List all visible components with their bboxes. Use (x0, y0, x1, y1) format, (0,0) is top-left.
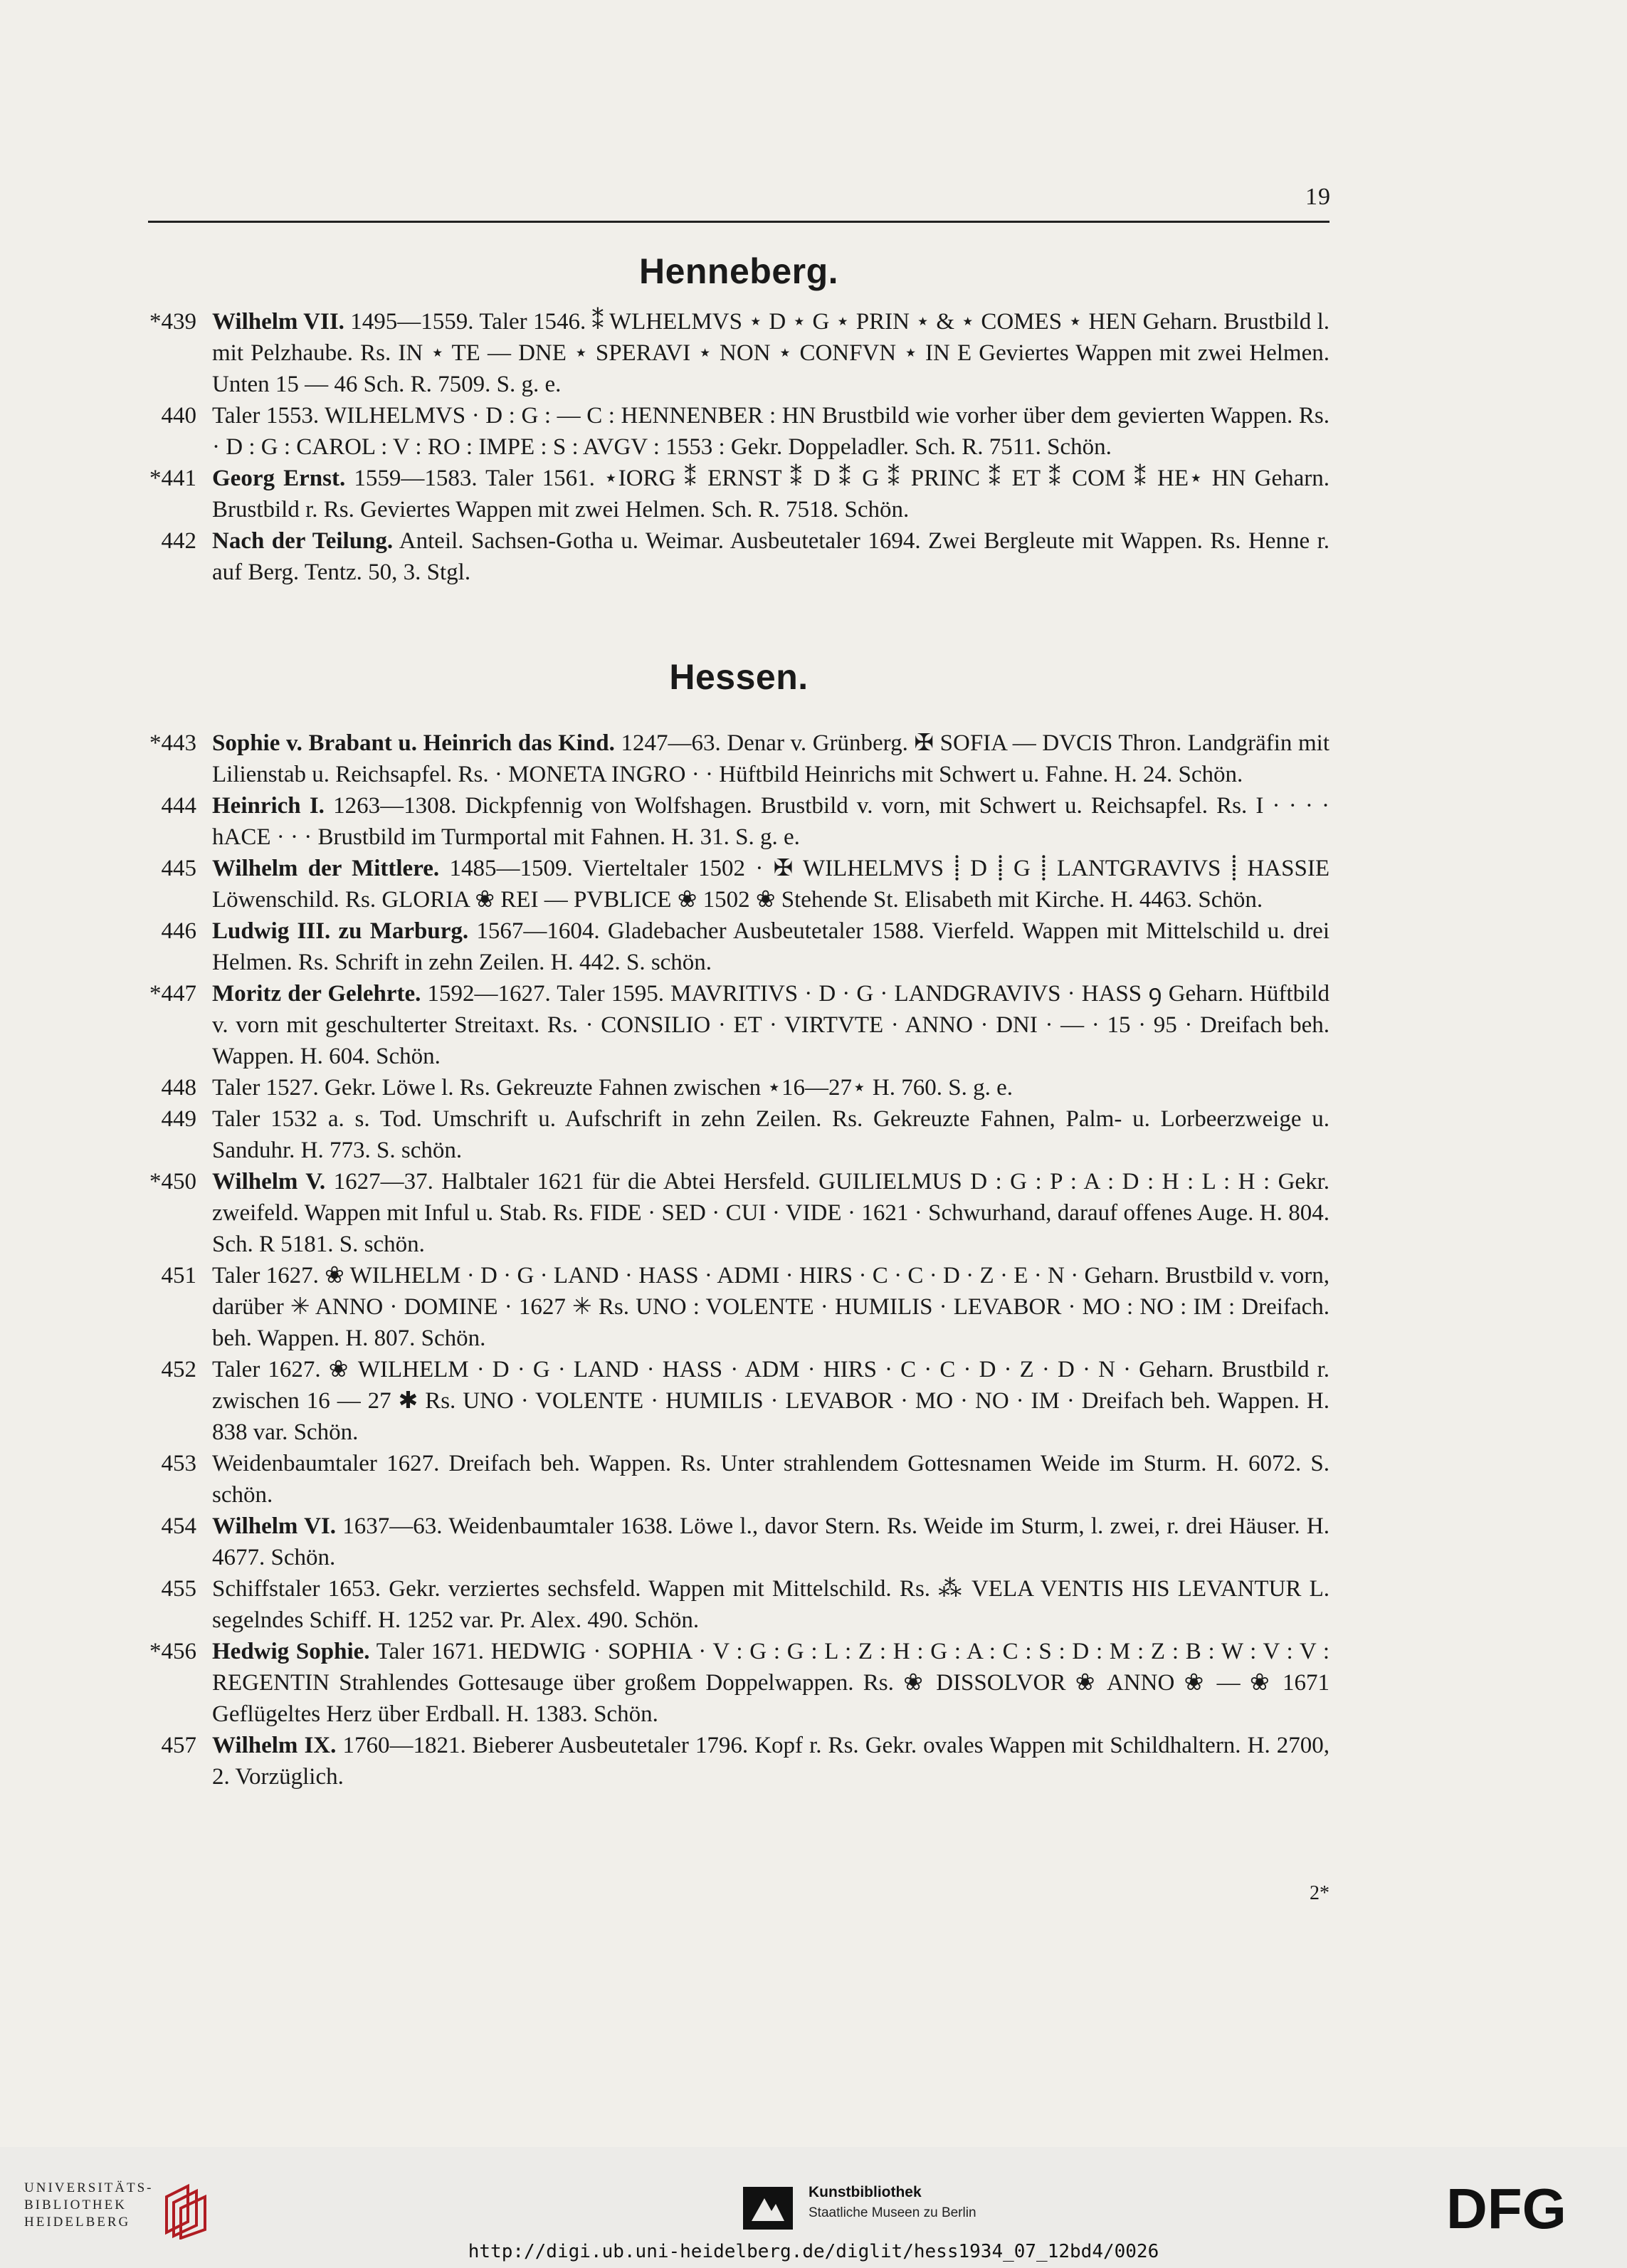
catalog-entry (0, 1166, 1627, 1260)
entry-number: 452 (161, 1357, 196, 1382)
catalog-entry (0, 1511, 1627, 1573)
permalink-url[interactable]: http://digi.ub.uni-heidelberg.de/diglit/hess1934_07_12bd4/0026 (468, 2241, 1159, 2262)
entry-body-text: Taler 1671. HEDWIG · SOPHIA · V : G : G : L : Z : H : G : A : C : S : D : M : Z : B : W : V : V : REGENTIN Strahlendes Gottesauge über großem Doppelwappen. Rs. ❀ DISSOLVOR ❀ ANNO ❀ — ❀ 1671 Geflügeltes Herz über Erdball. H. 1383. Schön. (212, 1639, 1329, 1727)
entry-number: 448 (161, 1075, 196, 1101)
entry-description (212, 1354, 1329, 1448)
catalog-entry (0, 728, 1627, 790)
entry-body-text: 1485—1509. Vierteltaler 1502 · ✠ WILHELMVS ⸽ D ⸽ G ⸽ LANTGRAVIVS ⸽ HASSIE Löwenschild. Rs. GLORIA ❀ REI — PVBLICE ❀ 1502 ❀ Stehende St. Elisabeth mit Kirche. H. 4463. Schön. (212, 856, 1329, 913)
dfg-logo-text: DFG (1446, 2184, 1567, 2234)
entry-body-text: 1760—1821. Bieberer Ausbeutetaler 1796. Kopf r. Rs. Gekr. ovales Wappen mit Schildhaltern. H. 2700, 2. Vorzüglich. (212, 1733, 1330, 1790)
entry-number: 445 (161, 856, 196, 881)
entry-body-text: Schiffstaler 1653. Gekr. verziertes sechsfeld. Wappen mit Mittelschild. Rs. ⁂ VELA VENTIS HIS LEVANTUR L. segelndes Schiff. H. 1252 var. Pr. Alex. 490. Schön. (212, 1576, 1329, 1633)
entry-number: *443 (149, 730, 196, 756)
entry-number: 454 (161, 1513, 196, 1539)
entry-ruler-name: Ludwig III. zu Marburg. (212, 918, 469, 944)
page-signature: 2* (1310, 1882, 1329, 1904)
kunstbibliothek-mark-icon (743, 2187, 793, 2230)
kunstbibliothek-title: Kunstbibliothek (809, 2184, 922, 2200)
entry-description (212, 790, 1329, 853)
entry-description (212, 400, 1329, 463)
catalog-entry (0, 525, 1627, 588)
entry-body-text: Taler 1553. WILHELMVS · D : G : — C : HENNENBER : HN Brustbild wie vorher über dem gevierten Wappen. Rs. · D : G : CAROL : V : RO : IMPE : S : AVGV : 1553 : Gekr. Doppeladler. Sch. R. 7511. Schön. (212, 403, 1329, 460)
entry-body-text: 1627—37. Halbtaler 1621 für die Abtei Hersfeld. GUILIELMUS D : G : P : A : D : H : L : H : Gekr. zweifeld. Wappen mit Inful u. Stab. Rs. FIDE · SED · CUI · VIDE · 1621 · Schwurhand, darauf offenes Auge. H. 804. Sch. R 5181. S. schön. (212, 1169, 1329, 1257)
entry-body-text: 1592—1627. Taler 1595. MAVRITIVS · D · G · LANDGRAVIVS · HASS ꝯ Geharn. Hüftbild v. vorn mit geschulterter Streitaxt. Rs. · CONSILIO · ET · VIRTVTE · ANNO · DNI · — · 15 · 95 · Dreifach beh. Wappen. H. 604. Schön. (212, 981, 1330, 1069)
entry-body-text: 1559—1583. Taler 1561. ⋆IORG ⁑ ERNST ⁑ D ⁑ G ⁑ PRINC ⁑ ET ⁑ COM ⁑ HE⋆ HN Geharn. Brustbild r. Rs. Geviertes Wappen mit zwei Helmen. Sch. R. 7518. Schön. (212, 466, 1329, 523)
entry-number: 446 (161, 918, 196, 944)
entry-description (212, 1730, 1329, 1792)
entry-description (212, 853, 1329, 915)
catalog-entry (0, 1448, 1627, 1511)
entry-description (212, 1166, 1329, 1260)
entry-number: 455 (161, 1576, 196, 1602)
catalog-entry (0, 790, 1627, 853)
catalog-entry (0, 978, 1627, 1072)
entry-description (212, 1511, 1329, 1573)
catalog-entry (0, 1103, 1627, 1166)
entry-body-text: 1567—1604. Gladebacher Ausbeutetaler 1588. Vierfeld. Wappen mit Mittelschild u. drei Helmen. Rs. Schrift in zehn Zeilen. H. 442. S. schön. (212, 918, 1330, 975)
entry-body-text: Weidenbaumtaler 1627. Dreifach beh. Wappen. Rs. Unter strahlendem Gottesnamen Weide im Sturm. H. 6072. S. schön. (212, 1451, 1329, 1508)
entry-body-text: Taler 1627. ❀ WILHELM · D · G · LAND · HASS · ADMI · HIRS · C · C · D · Z · E · N · Geharn. Brustbild v. vorn, darüber ✳ ANNO · DOMINE · 1627 ✳ Rs. UNO : VOLENTE · HUMILIS · LEVABOR · MO : NO : IM : Dreifach. beh. Wappen. H. 807. Schön. (212, 1263, 1329, 1351)
footer-bar (0, 2147, 1627, 2268)
entry-number: *456 (149, 1639, 196, 1664)
catalog-entry (0, 400, 1627, 463)
entry-body-text: Taler 1627. ❀ WILHELM · D · G · LAND · HASS · ADM · HIRS · C · C · D · Z · D · N · Geharn. Brustbild r. zwischen 16 — 27 ✱ Rs. UNO · VOLENTE · HUMILIS · LEVABOR · MO · NO · IM · Dreifach beh. Wappen. H. 838 var. Schön. (212, 1357, 1329, 1445)
catalog-entry (0, 1573, 1627, 1636)
ub-line-1: UNIVERSITÄTS- (24, 2180, 154, 2195)
section-title-henneberg: Henneberg. (638, 251, 839, 291)
entry-ruler-name: Wilhelm VI. (212, 1513, 337, 1539)
entry-description (212, 1573, 1329, 1636)
ub-line-3: HEIDELBERG (24, 2215, 131, 2230)
entry-number: 440 (161, 403, 196, 429)
university-library-logo[interactable] (24, 2180, 252, 2244)
catalog-entry (0, 915, 1627, 978)
entry-ruler-name: Wilhelm IX. (212, 1733, 337, 1758)
entry-body-text: 1495—1559. Taler 1546. ⁑ WLHELMVS ⋆ D ⋆ G ⋆ PRIN ⋆ & ⋆ COMES ⋆ HEN Geharn. Brustbild l. mit Pelzhaube. Rs. IN ⋆ TE — DNE ⋆ SPERAVI ⋆ NON ⋆ CONFVN ⋆ IN E Geviertes Wappen mit zwei Helmen. Unten 15 — 46 Sch. R. 7509. S. g. e. (212, 309, 1329, 397)
catalog-entry (0, 463, 1627, 525)
catalog-entry (0, 1730, 1627, 1792)
entry-list-hessen (0, 728, 1627, 1792)
entry-description (212, 1103, 1329, 1166)
entry-ruler-name: Wilhelm VII. (212, 309, 344, 335)
catalog-entry (0, 306, 1627, 400)
catalog-entry (0, 853, 1627, 915)
entry-description (212, 463, 1329, 525)
entry-number: 444 (161, 793, 196, 819)
entry-body-text: Taler 1527. Gekr. Löwe l. Rs. Gekreuzte Fahnen zwischen ⋆16—27⋆ H. 760. S. g. e. (212, 1075, 1013, 1101)
entry-number: *441 (149, 466, 196, 491)
entry-description (212, 1260, 1329, 1354)
entry-description (212, 525, 1329, 588)
entry-description (212, 306, 1329, 400)
ub-line-2: BIBLIOTHEK (24, 2198, 127, 2212)
entry-ruler-name: Georg Ernst. (212, 466, 346, 491)
catalog-entry (0, 1354, 1627, 1448)
entry-description (212, 728, 1329, 790)
entry-body-text: 1263—1308. Dickpfennig von Wolfshagen. Brustbild v. vorn, mit Schwert u. Reichsapfel. Rs. I · · · · hACE · · · Brustbild im Turmportal mit Fahnen. H. 31. S. g. e. (212, 793, 1330, 850)
section-title-hessen: Hessen. (669, 657, 809, 697)
university-library-text (24, 2180, 154, 2231)
dfg-logo[interactable] (1446, 2184, 1603, 2234)
entry-description (212, 1072, 1329, 1103)
kunstbibliothek-logo[interactable] (743, 2180, 999, 2237)
page-number: 19 (1305, 184, 1331, 210)
catalog-entry (0, 1072, 1627, 1103)
entry-list-henneberg (0, 306, 1627, 588)
entry-ruler-name: Heinrich I. (212, 793, 325, 819)
entry-description (212, 1636, 1329, 1730)
entry-number: 457 (161, 1733, 196, 1758)
entry-body-text: 1247—63. Denar v. Grünberg. ✠ SOFIA — DVCIS Thron. Landgräfin mit Lilienstab u. Reichsapfel. Rs. · MONETA INGRO · · Hüftbild Heinrichs mit Schwert u. Fahne. H. 24. Schön. (212, 730, 1329, 787)
header-rule (148, 221, 1329, 223)
entry-number: 449 (161, 1106, 196, 1132)
entry-body-text: 1637—63. Weidenbaumtaler 1638. Löwe l., davor Stern. Rs. Weide im Sturm, l. zwei, r. drei Häuser. H. 4677. Schön. (212, 1513, 1329, 1570)
entry-ruler-name: Nach der Teilung. (212, 528, 394, 554)
kunstbibliothek-subtitle: Staatliche Museen zu Berlin (809, 2205, 976, 2220)
entry-number: 451 (161, 1263, 196, 1288)
entry-ruler-name: Moritz der Gelehrte. (212, 981, 421, 1007)
entry-ruler-name: Wilhelm V. (212, 1169, 326, 1195)
entry-description (212, 915, 1329, 978)
entry-number: 442 (161, 528, 196, 554)
catalog-entry (0, 1260, 1627, 1354)
entry-number: 453 (161, 1451, 196, 1476)
entry-ruler-name: Sophie v. Brabant u. Heinrich das Kind. (212, 730, 615, 756)
entry-body-text: Taler 1532 a. s. Tod. Umschrift u. Aufschrift in zehn Zeilen. Rs. Gekreuzte Fahnen, Palm- u. Lorbeerzweige u. Sanduhr. H. 773. S. schön. (212, 1106, 1329, 1163)
ub-mark-icon (159, 2183, 223, 2240)
entry-ruler-name: Hedwig Sophie. (212, 1639, 370, 1664)
catalog-entry (0, 1636, 1627, 1730)
entry-ruler-name: Wilhelm der Mittlere. (212, 856, 440, 881)
entry-number: *450 (149, 1169, 196, 1195)
entry-description (212, 978, 1329, 1072)
entry-body-text: Anteil. Sachsen-Gotha u. Weimar. Ausbeutetaler 1694. Zwei Bergleute mit Wappen. Rs. Henne r. auf Berg. Tentz. 50, 3. Stgl. (212, 528, 1329, 585)
entry-description (212, 1448, 1329, 1511)
entry-number: *439 (149, 309, 196, 335)
entry-number: *447 (149, 981, 196, 1007)
